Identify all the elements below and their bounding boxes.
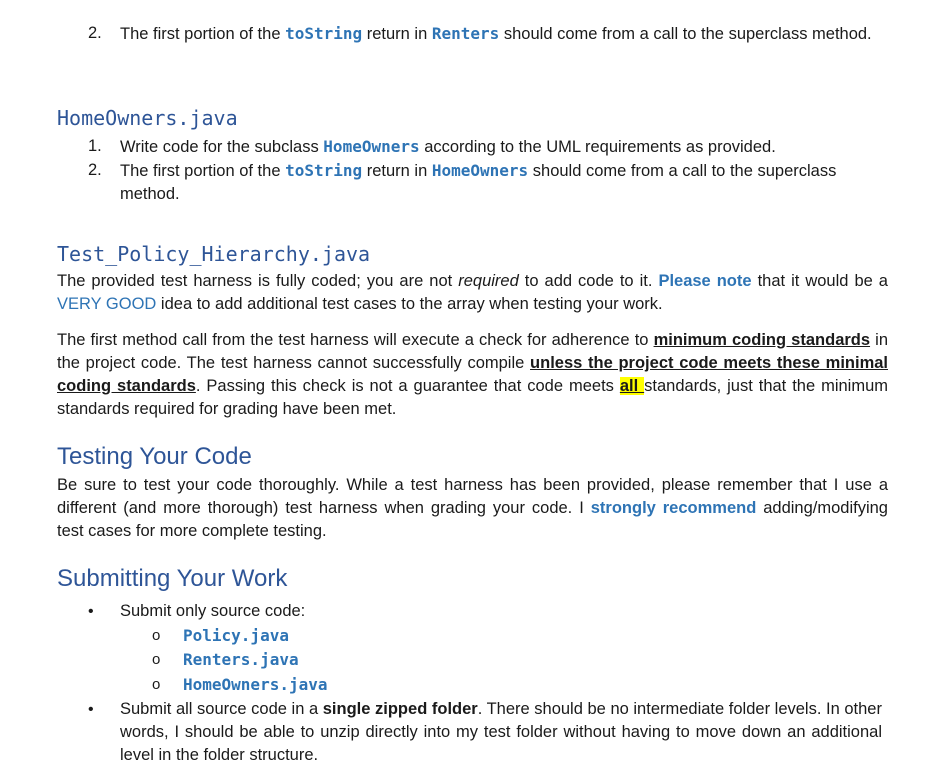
homeowners-list-item-1: Write code for the subclass HomeOwners according to the UML requirements as provided. [120, 137, 776, 156]
homeowners-list-item-2: The first portion of the toString return in HomeOwners should come from a call to the superclass method. [120, 161, 837, 203]
strongly-recommend: strongly recommend [590, 499, 757, 517]
test-hierarchy-paragraph-2: The first method call from the test harness will execute a check for adherence to minimum coding standards in the project code. The test harness cannot successfully compile unless the project code meets these minimal coding standards. Passing this check is not a guarantee that code meets all standards, just that the minimum standards required for grading have been met. [57, 331, 889, 418]
submit-list-item-2: Submit all source code in a single zipped folder. There should be no intermediate folder levels. In other words, I should be able to unzip directly into my test folder without having to move down an additional level in the folder structure. [120, 700, 882, 764]
bullet: • [88, 701, 94, 718]
code-tostring: toString [285, 24, 363, 43]
emphasis-minimum-coding-standards: minimum coding standards [653, 331, 871, 349]
list-number: 2. [88, 24, 102, 42]
file-renters-java: Renters.java [183, 650, 299, 669]
highlight-all: all [619, 377, 645, 395]
code-homeowners: HomeOwners [323, 137, 420, 156]
renters-list-item-2: The first portion of the toString return in Renters should come from a call to the superclass method. [120, 24, 872, 43]
code-homeowners: HomeOwners [431, 161, 529, 180]
bullet: • [88, 603, 94, 620]
file-policy-java: Policy.java [183, 626, 289, 645]
code-renters: Renters [431, 24, 500, 43]
submitting-heading: Submitting Your Work [57, 565, 288, 592]
sub-bullet: o [152, 627, 161, 644]
testing-paragraph: Be sure to test your code thoroughly. While a test harness has been provided, please remember that I use a different (and more thorough) test harness when grading your code. I strongly recommend adding/modifying test cases for more complete testing. [57, 476, 888, 540]
please-note: Please note [658, 272, 752, 290]
single-zipped-folder: single zipped folder [322, 700, 478, 718]
testing-heading: Testing Your Code [57, 443, 252, 470]
sub-bullet: o [152, 676, 161, 693]
emphasis-unless-project-code-meets: unless the project code meets these minimal coding standards [57, 354, 889, 395]
homeowners-heading: HomeOwners.java [57, 106, 238, 130]
code-tostring: toString [285, 161, 363, 180]
sub-bullet: o [152, 651, 161, 668]
submit-list-item-1: Submit only source code: [120, 602, 306, 620]
file-homeowners-java: HomeOwners.java [183, 675, 328, 694]
test-hierarchy-paragraph-1: The provided test harness is fully coded; you are not required to add code to it. Please note that it would be a VERY GOOD idea to add additional test cases to the array when testing your work. [57, 272, 888, 313]
test-hierarchy-heading: Test_Policy_Hierarchy.java [57, 242, 371, 266]
list-number: 2. [88, 161, 102, 179]
list-number: 1. [88, 137, 102, 155]
very-good: VERY GOOD [57, 295, 157, 313]
